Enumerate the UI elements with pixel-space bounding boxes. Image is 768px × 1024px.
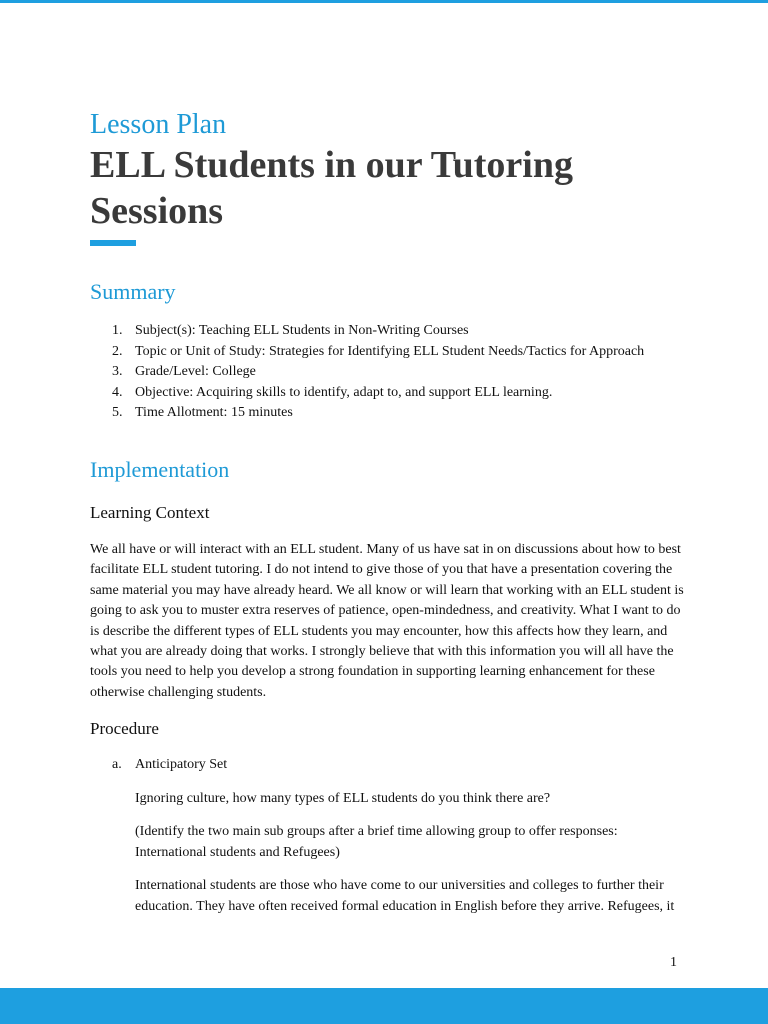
procedure-item-letter: a. <box>112 757 122 772</box>
title-underline <box>90 240 136 246</box>
procedure-paragraph: Ignoring culture, how many types of ELL students do you think there are? <box>135 791 551 806</box>
procedure-item-label: Anticipatory Set <box>135 757 228 772</box>
document-kicker: Lesson Plan <box>90 109 227 140</box>
summary-heading: Summary <box>90 279 176 304</box>
list-item: 5. Time Allotment: 15 minutes <box>112 405 293 420</box>
list-item: 3. Grade/Level: College <box>112 364 256 379</box>
learning-context-body: We all have or will interact with an ELL student. Many of us have sat in on discussions about how to best facilitate ELL student tutoring. I do not intend to give those of you that have a presentation covering the same material you may have already heard. We all know or will learn that working with an ELL student is going to ask you to muster extra reserves of patience, open-mindedness, and creativity. What I want to do is describe the different types of ELL students you may encounter, how this affects how they learn, and what you are already doing that works. I strongly believe that with this information you will all have the tools you need to help you develop a strong foundation in supporting learning enhancement for these otherwise challenging students. <box>90 542 684 700</box>
page-number: 1 <box>670 955 677 970</box>
list-item: 2. Topic or Unit of Study: Strategies for Identifying ELL Student Needs/Tactics for Approach <box>112 343 645 359</box>
procedure-paragraph: International students are those who have come to our universities and colleges to further their education. They have often received formal education in English before they arrive. Refugees, it <box>135 878 675 914</box>
document-title: ELL Students in our Tutoring Sessions <box>90 144 573 232</box>
summary-list <box>90 321 644 424</box>
procedure-heading: Procedure <box>90 719 159 738</box>
procedure-paragraph: (Identify the two main sub groups after a brief time allowing group to offer responses: International students and Refugees) <box>135 824 618 860</box>
bottom-accent-bar <box>0 988 768 1024</box>
list-item: 1. Subject(s): Teaching ELL Students in Non-Writing Courses <box>112 323 469 338</box>
list-item: 4. Objective: Acquiring skills to identify, adapt to, and support ELL learning. <box>112 384 553 400</box>
top-accent-bar <box>0 0 768 3</box>
learning-context-heading: Learning Context <box>90 503 210 522</box>
implementation-heading: Implementation <box>90 457 230 482</box>
